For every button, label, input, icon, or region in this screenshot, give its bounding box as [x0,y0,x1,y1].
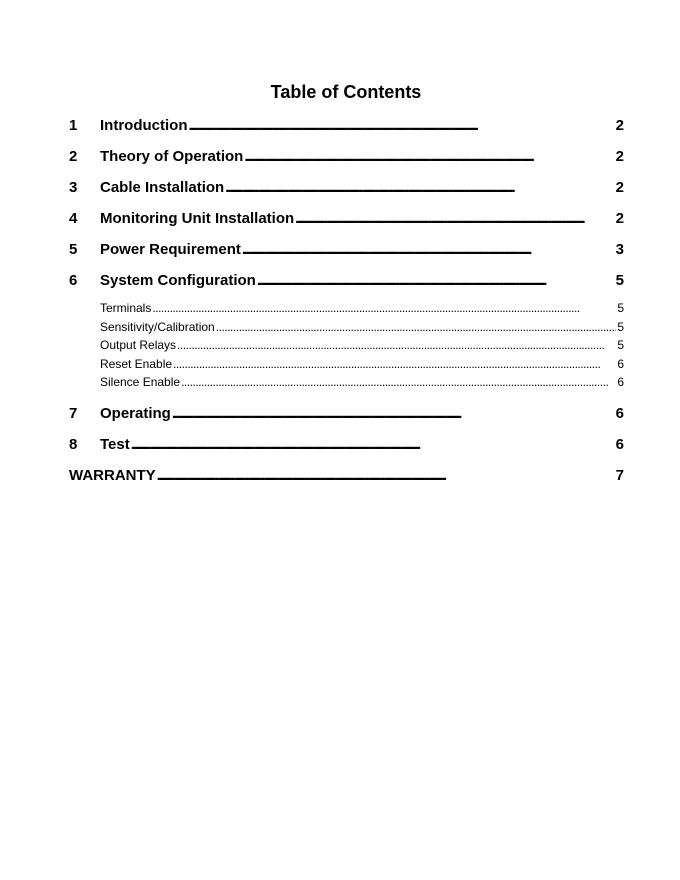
dot-leader [181,374,616,390]
toc-entry-test[interactable] [69,433,624,464]
toc-entry-title: Monitoring Unit Installation [100,210,295,227]
dot-leader [173,356,616,372]
toc-entry-power-requirement[interactable] [69,238,624,269]
toc-entry-page: 5 [615,272,624,289]
toc-entry-system-configuration[interactable] [69,269,624,300]
toc-subentry-terminals[interactable] [100,300,624,319]
dot-leader [257,269,615,293]
toc-entry-page: 6 [615,404,624,422]
toc-entry-number: 6 [69,272,78,289]
toc-entry-page: 2 [615,117,624,134]
toc-subentry-title: Output Relays [100,338,177,352]
toc-entry-cable-installation[interactable] [69,176,624,207]
toc-entry-warranty[interactable] [69,464,624,495]
toc-entry-number: 5 [69,241,78,258]
dot-leader [157,464,615,488]
toc-list [69,114,624,495]
dot-leader [131,433,615,457]
toc-entry-number: 4 [69,210,78,227]
toc-entry-page: 7 [615,466,624,484]
toc-entry-page: 2 [615,148,624,165]
toc-subentry-page: 5 [617,319,624,334]
toc-subentry-title: Reset Enable [100,356,173,371]
toc-subentry-page: 6 [617,356,624,371]
toc-title: Table of Contents [270,82,422,102]
dot-leader [244,145,614,169]
dot-leader [177,337,616,353]
toc-entry-operating[interactable] [69,402,624,433]
toc-subentry-page: 6 [617,375,624,389]
dot-leader [225,176,614,200]
toc-entry-introduction[interactable] [69,114,624,145]
dot-leader [152,300,616,316]
dot-leader [172,402,615,426]
toc-entry-number: 2 [69,148,78,165]
toc-subentry-silence-enable[interactable] [100,374,624,393]
toc-entry-page: 2 [615,179,624,196]
toc-subentry-sensitivity-calibration[interactable] [100,319,624,338]
toc-entry-title: System Configuration [100,272,256,289]
toc-subentry-reset-enable[interactable] [100,356,624,375]
toc-entry-title: Power Requirement [100,241,241,258]
toc-subentry-page: 5 [617,338,624,352]
toc-entry-title: Introduction [100,117,188,134]
toc-entry-number: 8 [69,435,78,453]
toc-subentry-title: Terminals [100,301,152,315]
dot-leader [188,114,614,138]
toc-entry-theory-of-operation[interactable] [69,145,624,176]
toc-entry-monitoring-unit-installation[interactable] [69,207,624,238]
toc-entry-number: 1 [69,117,78,134]
dot-leader [216,319,617,335]
toc-entry-title: Test [100,435,130,453]
toc-entry-page: 2 [615,210,624,227]
toc-entry-number: 3 [69,179,78,196]
toc-subentry-output-relays[interactable] [100,337,624,356]
toc-entry-title: Theory of Operation [100,148,244,165]
toc-subentry-title: Sensitivity/Calibration [100,319,215,334]
toc-entry-title: WARRANTY [69,466,156,484]
toc-entry-title: Operating [100,404,171,422]
toc-entry-page: 6 [615,435,624,453]
toc-entry-title: Cable Installation [100,179,225,196]
toc-entry-number: 7 [69,404,78,422]
toc-subentries [69,300,624,402]
toc-subentry-page: 5 [617,301,624,315]
toc-entry-page: 3 [615,241,624,258]
dot-leader [242,238,615,262]
dot-leader [295,207,615,231]
toc-subentry-title: Silence Enable [100,375,181,389]
